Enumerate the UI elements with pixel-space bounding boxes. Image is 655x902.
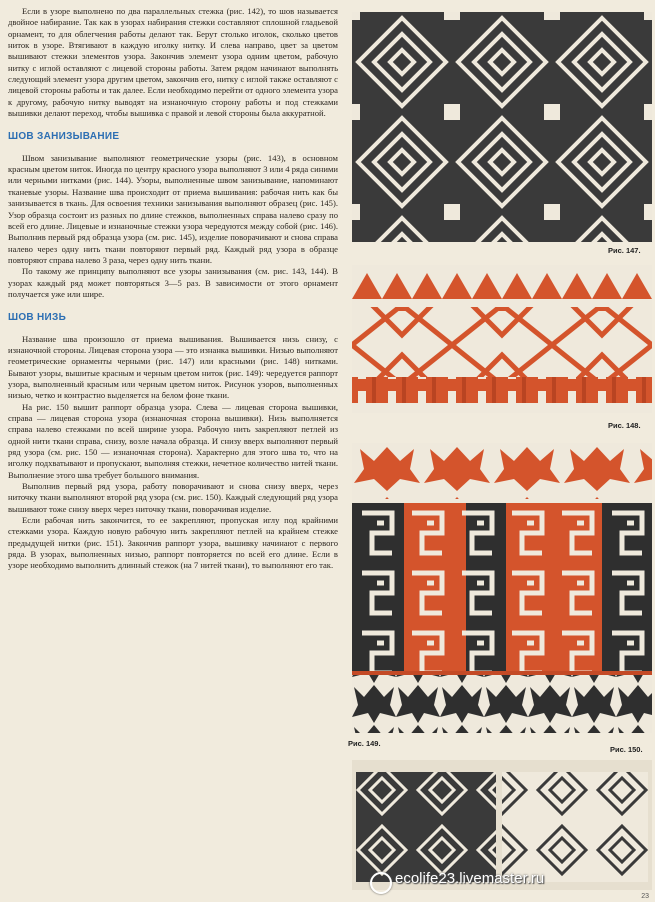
niz-paragraph-4: Если рабочая нить закончится, то ее закрепляют, пропуская иглу под крайними стежками узора. Каждую новую рабочую нить закрепляют петлей на крайнем стежке предыдущей нитки (рис. 151). Закончив раппорт узора, вышивку начинают с первого ряда. В узорах, выполненных низью, раппорт повторяется по всей его длине. Если в узоре необходимо выполнить длинный стежок (на 7 нитей ткани), то выполняют его так. — [8, 515, 338, 571]
figure-149-caption: Рис. 149. — [348, 739, 381, 748]
figure-147-caption: Рис. 147. — [608, 246, 641, 255]
niz-paragraph-2: На рис. 150 вышит раппорт образца узора. Слева — лицевая сторона вышивки, справа — лицевая сторона узора (изнаночная сторона вышивки). Низь выполняется справа налево стежками по всей ширине узора. Рабочую нить закрепляют петлей из одной нити ткани справа, снизу, возле начала образца. И снизу вверх выполняют первый ряд узора (см. рис. 150 — изнаночная сторона). Характерно для этого шва то, что на иголку подхватывают и пропускают, выполняя стежки, нечетное количество нитей ткани. Выполнение этого шва требует большого внимания. — [8, 401, 338, 480]
page-number: 23 — [641, 893, 649, 900]
figure-148-image — [352, 265, 654, 413]
niz-paragraph-3: Выполнив первый ряд узора, работу поворачивают и снова снизу вверх, через ниточку ткани выполняют второй ряд узора (см. рис. 150). Каждый следующий ряд узора вышивают тоже снизу вверх через ниточку ткани, поворачивая изделие. — [8, 481, 338, 514]
figure-147-image — [352, 12, 654, 242]
figure-148-caption: Рис. 148. — [608, 421, 641, 430]
figure-149-image — [352, 443, 654, 733]
text-column — [8, 6, 338, 572]
zanizyvanie-paragraph-1: Швом занизывание выполняют геометрические узоры (рис. 143), в основном красным цветом ниток. Иногда по центру красного узора выполняют 3 или 4 ряда синими или черными нитками (рис. 144). Узоры, выполненные швом занизывание, напоминают тканевые узоры. Название шва происходит от приема вышивания: рабочая нить как бы занизывается в ткань. Для освоения техники занизывания выполняют образец (рис. 145). Узор образца состоит из разных по длине стежков, выполненных справа налево сразу по всей его длине. Лицевые и изнаночные стежки узора чередуются между собой (рис. 146). Выполнив первый ряд образца узора (см. рис. 145), изделие поворачивают и снова справа налево через одну нить ткани повторяют первый ряд. Каждый ряд узора в образце повторяют справа налево 3 раза, через одну нить ткани. — [8, 152, 338, 265]
intro-paragraph: Если в узоре выполнено по два параллельных стежка (рис. 142), то шов называется двойное набирание. Так как в узорах набирания стежки составляют сплошной гладьевой орнамент, то для облегчения работы делают так. Берут столько иголок, сколько цветов ниток в узоре. Втягивают в каждую иголку нитку. И слева направо, цвет за цветом вышивают стежки элементов узора. Закончив элемент узора одним цветом, рабочую нитку с иглой оставляют с лицевой стороны работы. Затем рядом начинают выполнять следующий элемент узора другим цветом, закончив его, нитку с иглой также оставляют с лицевой стороны работы и так далее. Если необходимо перейти от одного элемента узора к другому, рабочую нитку выводят на изнаночную сторону работы и под стежками вышивки делают переход, чтобы вышивка с правой и левой стороны была аккуратной. — [8, 6, 338, 119]
watermark-text: ecolife23.livemaster.ru — [395, 870, 545, 887]
watermark-logo-icon — [370, 872, 392, 894]
section-title-niz: ШОВ НИЗЬ — [8, 312, 67, 324]
section-title-zanizyvanie: ШОВ ЗАНИЗЫВАНИЕ — [8, 131, 120, 143]
figure-150-caption: Рис. 150. — [610, 745, 643, 754]
figure-column — [340, 0, 655, 902]
zanizyvanie-paragraph-2: По такому же принципу выполняют все узоры занизывания (см. рис. 143, 144). В узорах каждый ряд может повторяться 3—5 раз. В зависимости от этого орнамент получается уже или шире. — [8, 266, 338, 299]
niz-paragraph-1: Название шва произошло от приема вышивания. Вышивается низь снизу, с изнаночной стороны. Лицевая сторона узора — это изнанка вышивки. Низью выполняют геометрические орнаменты черными (рис. 147) или красными (рис. 148) нитками. Бывают узоры, вышитые красным и черным цветом ниток (рис. 149): чередуется раппорт узора, выполненный красным или черным цветом ниток. Рисунок узоров, выполненных низью, четко и контрастно выделяется на белом фоне ткани. — [8, 333, 338, 401]
